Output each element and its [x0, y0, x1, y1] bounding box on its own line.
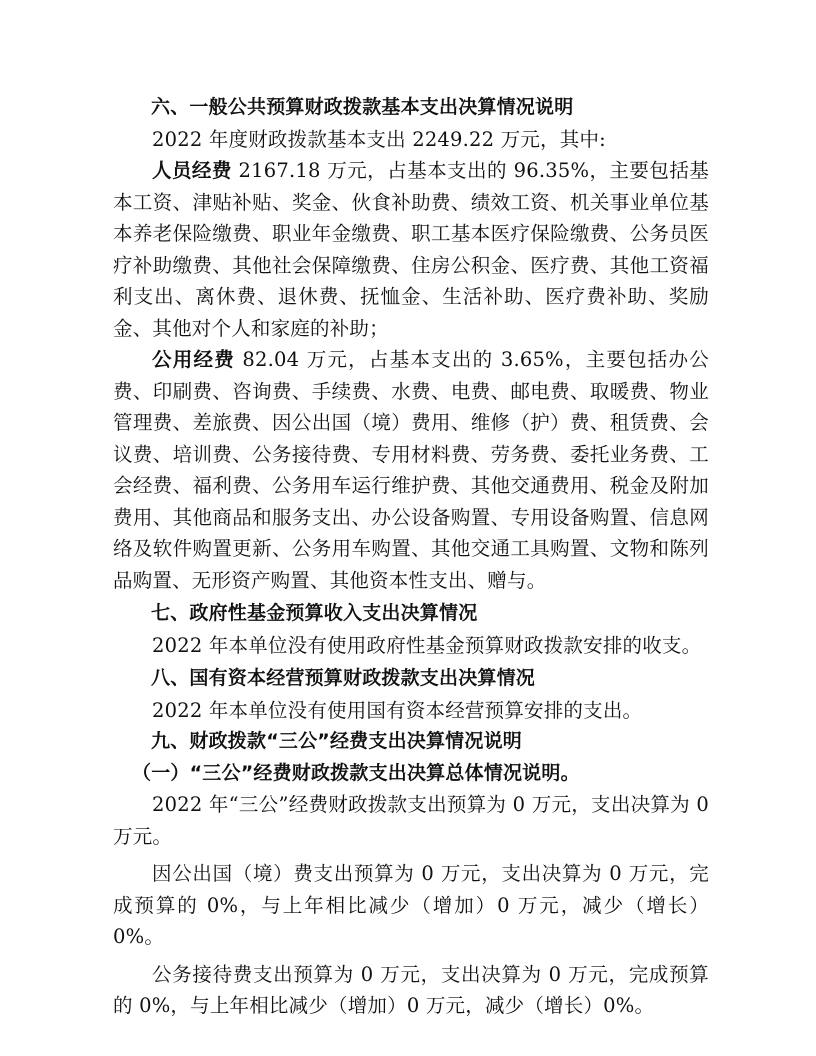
section-9-subheading: （一）“三公”经费财政拨款支出决算总体情况说明。 [132, 761, 580, 784]
public-expense-paragraph [113, 344, 709, 596]
section-8-heading: 八、国有资本经营预算财政拨款支出决算情况 [151, 667, 536, 689]
three-public-total-paragraph: 2022 年“三公”经费财政拨款支出预算为 0 万元，支出决算为 0 万元。 [113, 793, 709, 848]
public-expense-text: 82.04 万元，占基本支出的 3.65%，主要包括办公费、印刷费、咨询费、手续费、水费、电费、邮电费、取暖费、物业管理费、差旅费、因公出国（境）费用、维修（护）费、租赁费、会议费、培训费、公务接待费、专用材料费、劳务费、委托业务费、工会经费、福利费、公务用车运行维护费、其他交通费用、税金及附加费用、其他商品和服务支出、办公设备购置、专用设备购置、信息网络及软件购置更新、公务用车购置、其他交通工具购置、文物和陈列品购置、无形资产购置、其他资本性支出、赠与。 [113, 348, 709, 592]
personnel-expense-paragraph [113, 155, 709, 344]
overseas-travel-paragraph: 因公出国（境）费支出预算为 0 万元，支出决算为 0 万元，完成预算的 0%，与上年相比减少（增加）0 万元，减少（增长）0%。 [113, 862, 709, 948]
official-reception-paragraph: 公务接待费支出预算为 0 万元，支出决算为 0 万元，完成预算的 0%，与上年相比减少（增加）0 万元，减少（增长）0%。 [113, 962, 709, 1017]
document-body [113, 92, 709, 1022]
section-6-heading: 六、一般公共预算财政拨款基本支出决算情况说明 [151, 96, 574, 118]
section-9-heading: 九、财政拨款“三公”经费支出决算情况说明 [151, 730, 522, 752]
section-7-text: 2022 年本单位没有使用政府性基金预算财政拨款安排的收支。 [152, 633, 702, 657]
section-8-text: 2022 年本单位没有使用国有资本经营预算安排的支出。 [152, 698, 643, 722]
section-6-intro: 2022 年度财政拨款基本支出 2249.22 万元，其中: [152, 127, 606, 151]
section-7-heading: 七、政府性基金预算收入支出决算情况 [151, 602, 478, 624]
personnel-expense-term: 人员经费 [152, 159, 232, 182]
public-expense-term: 公用经费 [152, 348, 235, 371]
personnel-expense-text: 2167.18 万元，占基本支出的 96.35%，主要包括基本工资、津贴补贴、奖金、伙食补助费、绩效工资、机关事业单位基本养老保险缴费、职业年金缴费、职工基本医疗保险缴费、公务员医疗补助缴费、其他社会保障缴费、住房公积金、医疗费、其他工资福利支出、离休费、退休费、抚恤金、生活补助、医疗费补助、奖励金、其他对个人和家庭的补助； [113, 159, 709, 340]
